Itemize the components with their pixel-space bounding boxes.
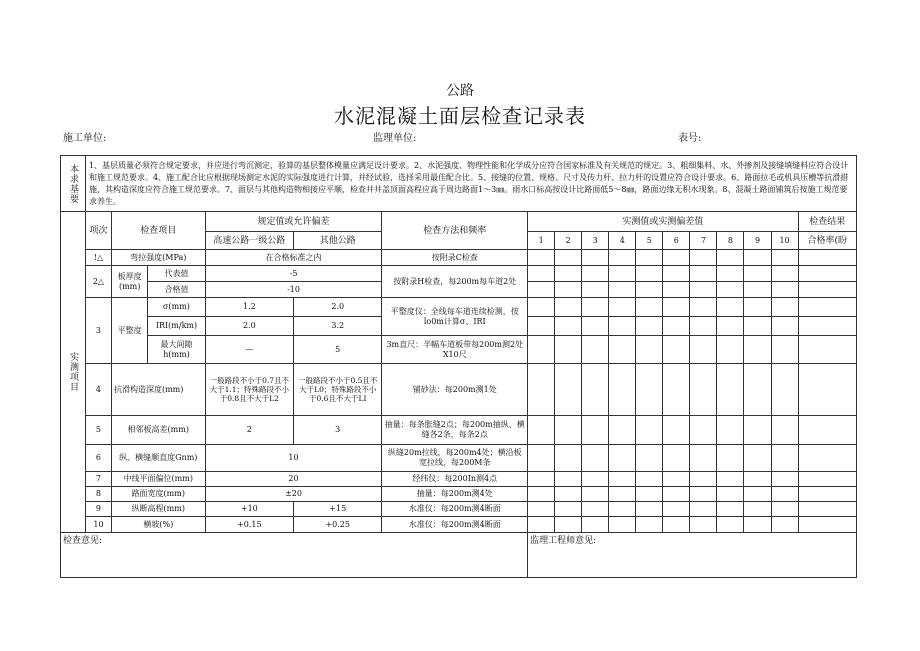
result-cell[interactable] [798, 336, 856, 364]
col-spec-hw-header: 高速公路一级公路 [205, 232, 293, 250]
value-cell[interactable] [555, 445, 582, 472]
value-cell[interactable] [690, 502, 717, 517]
table-row [61, 445, 857, 472]
row-spec-hw: +0.15 [205, 517, 293, 533]
row-item: 中线平面偏位(mm) [111, 472, 205, 487]
row-no: 5 [85, 416, 111, 445]
table-row [61, 517, 857, 533]
num-2: 2 [555, 232, 582, 250]
row-spec: -5 [205, 266, 382, 282]
value-cell[interactable] [690, 487, 717, 502]
row-no: 7 [85, 472, 111, 487]
value-cell[interactable] [663, 250, 690, 266]
value-cell[interactable] [636, 364, 663, 416]
value-cell[interactable] [609, 364, 636, 416]
value-cell[interactable] [636, 317, 663, 336]
result-cell[interactable] [798, 364, 856, 416]
value-cell[interactable] [582, 317, 609, 336]
row-no: !△ [85, 250, 111, 266]
value-cell[interactable] [690, 298, 717, 317]
value-cell[interactable] [744, 317, 771, 336]
result-cell[interactable] [798, 445, 856, 472]
result-cell[interactable] [798, 517, 856, 533]
row-spec-other: 3.2 [294, 317, 382, 336]
result-cell[interactable] [798, 250, 856, 266]
value-cell[interactable] [528, 416, 555, 445]
value-cell[interactable] [528, 472, 555, 487]
num-7: 7 [690, 232, 717, 250]
value-cell[interactable] [717, 472, 744, 487]
result-cell[interactable] [798, 298, 856, 317]
value-cell[interactable] [609, 317, 636, 336]
row-item: 路面宽度(mm) [111, 487, 205, 502]
num-3: 3 [582, 232, 609, 250]
row-method: 铺砂法：每200m测1处 [382, 364, 528, 416]
footer-row [61, 533, 857, 578]
value-cell[interactable] [636, 487, 663, 502]
row-no: 2△ [85, 266, 111, 298]
value-cell[interactable] [582, 517, 609, 533]
check-opinion-field[interactable]: 检查意见: [61, 533, 528, 578]
value-cell[interactable] [690, 317, 717, 336]
value-cell[interactable] [663, 364, 690, 416]
value-cell[interactable] [528, 517, 555, 533]
row-spec: -10 [205, 282, 382, 298]
row-spec-other: 5 [294, 336, 382, 364]
value-cell[interactable] [582, 266, 609, 282]
row-spec-other: +15 [294, 502, 382, 517]
value-cell[interactable] [717, 317, 744, 336]
value-cell[interactable] [636, 250, 663, 266]
result-cell[interactable] [798, 502, 856, 517]
row-item: 横坡(%) [111, 517, 205, 533]
value-cell[interactable] [636, 517, 663, 533]
value-cell[interactable] [771, 445, 798, 472]
value-cell[interactable] [663, 416, 690, 445]
value-cell[interactable] [528, 445, 555, 472]
value-cell[interactable] [690, 517, 717, 533]
num-8: 8 [717, 232, 744, 250]
value-cell[interactable] [609, 445, 636, 472]
result-cell[interactable] [798, 266, 856, 282]
row-no: 3 [85, 298, 111, 364]
table-row [61, 487, 857, 502]
row-method: 经纬仪：每200In测4点 [382, 472, 528, 487]
table-row [61, 336, 857, 364]
value-cell[interactable] [582, 416, 609, 445]
value-cell[interactable] [690, 250, 717, 266]
value-cell[interactable] [717, 487, 744, 502]
value-cell[interactable] [771, 364, 798, 416]
value-cell[interactable] [582, 502, 609, 517]
row-sub-item: 代表值 [148, 266, 205, 282]
value-cell[interactable] [663, 445, 690, 472]
value-cell[interactable] [663, 266, 690, 282]
row-no: 8 [85, 487, 111, 502]
row-method: 平整度仪：全线每车道连续检测，按lo0m计算σ、IRI [382, 298, 528, 336]
value-cell[interactable] [582, 472, 609, 487]
value-cell[interactable] [528, 336, 555, 364]
value-cell[interactable] [771, 266, 798, 282]
row-spec-other: +0.25 [294, 517, 382, 533]
supervisor-opinion-field[interactable]: 监理工程师意见: [528, 533, 857, 578]
page-title: 水泥混凝土面层检查记录表 [334, 104, 586, 128]
row-spec-hw: 2 [205, 416, 293, 445]
num-1: 1 [528, 232, 555, 250]
value-cell[interactable] [582, 487, 609, 502]
row-item: 纵断高程(mm) [111, 502, 205, 517]
value-cell[interactable] [636, 298, 663, 317]
value-cell[interactable] [636, 445, 663, 472]
value-cell[interactable] [582, 336, 609, 364]
row-item: 板厚度(mm) [111, 266, 147, 298]
row-no: 6 [85, 445, 111, 472]
header-row-1 [61, 212, 857, 232]
row-item: 纵、横缝顺直度Gnm) [111, 445, 205, 472]
value-cell[interactable] [555, 266, 582, 282]
value-cell[interactable] [744, 517, 771, 533]
value-cell[interactable] [528, 502, 555, 517]
row-sub-item: 合格值 [148, 282, 205, 298]
value-cell[interactable] [744, 416, 771, 445]
value-cell[interactable] [717, 445, 744, 472]
value-cell[interactable] [744, 445, 771, 472]
value-cell[interactable] [528, 487, 555, 502]
row-no: 9 [85, 502, 111, 517]
value-cell[interactable] [609, 487, 636, 502]
value-cell[interactable] [690, 364, 717, 416]
row-spec-hw: — [205, 336, 293, 364]
col-item-header: 检查项目 [111, 212, 205, 250]
table-row [61, 298, 857, 317]
value-cell[interactable] [690, 445, 717, 472]
row-item: 相邻板高差(mm) [111, 416, 205, 445]
value-cell[interactable] [771, 298, 798, 317]
value-cell[interactable] [744, 250, 771, 266]
value-cell[interactable] [582, 445, 609, 472]
result-cell[interactable] [798, 317, 856, 336]
value-cell[interactable] [771, 336, 798, 364]
value-cell[interactable] [744, 336, 771, 364]
num-6: 6 [663, 232, 690, 250]
col-no-header: 项次 [85, 212, 111, 250]
table-row [61, 502, 857, 517]
num-4: 4 [609, 232, 636, 250]
value-cell[interactable] [582, 282, 609, 298]
row-method: 纵缝20m拉线，每200m4处；横沿板宽拉线，每200M条 [382, 445, 528, 472]
row-spec: 20 [205, 472, 382, 487]
basic-requirements-label: 本求基要 [61, 156, 86, 212]
col-rate-header: 合格率(盼 [798, 232, 856, 250]
value-cell[interactable] [555, 250, 582, 266]
value-cell[interactable] [744, 487, 771, 502]
value-cell[interactable] [528, 282, 555, 298]
value-cell[interactable] [771, 282, 798, 298]
value-cell[interactable] [636, 266, 663, 282]
value-cell[interactable] [663, 472, 690, 487]
value-cell[interactable] [609, 266, 636, 282]
value-cell[interactable] [555, 517, 582, 533]
col-spec-other-header: 其他公路 [294, 232, 382, 250]
value-cell[interactable] [717, 502, 744, 517]
col-result-header: 检查结果 [798, 212, 856, 232]
value-cell[interactable] [663, 317, 690, 336]
row-spec-other: 2.0 [294, 298, 382, 317]
row-sub-item: IRI(m/km) [148, 317, 205, 336]
table-row [61, 266, 857, 282]
measured-items-label: 实测项目 [61, 212, 86, 533]
row-sub-item: σ(mm) [148, 298, 205, 317]
table-row [61, 250, 857, 266]
value-cell[interactable] [528, 364, 555, 416]
value-cell[interactable] [609, 282, 636, 298]
row-method: 水准仪：每200m测4断面 [382, 502, 528, 517]
value-cell[interactable] [744, 502, 771, 517]
value-cell[interactable] [744, 266, 771, 282]
value-cell[interactable] [555, 487, 582, 502]
value-cell[interactable] [717, 336, 744, 364]
value-cell[interactable] [663, 298, 690, 317]
value-cell[interactable] [717, 250, 744, 266]
value-cell[interactable] [717, 298, 744, 317]
row-spec-other: 一般路段不小于0.5且不大于L0；特殊路段不小于0.6且不大于LI [294, 364, 382, 416]
value-cell[interactable] [609, 517, 636, 533]
value-cell[interactable] [555, 282, 582, 298]
value-cell[interactable] [690, 472, 717, 487]
value-cell[interactable] [771, 487, 798, 502]
row-method: 按附录C检查 [382, 250, 528, 266]
value-cell[interactable] [636, 282, 663, 298]
value-cell[interactable] [528, 266, 555, 282]
value-cell[interactable] [636, 472, 663, 487]
row-method: 水准仪：每200m测4断面 [382, 517, 528, 533]
num-10: 10 [771, 232, 798, 250]
col-method-header: 检查方法和频率 [382, 212, 528, 250]
value-cell[interactable] [744, 282, 771, 298]
table-row [61, 472, 857, 487]
value-cell[interactable] [609, 502, 636, 517]
value-cell[interactable] [555, 317, 582, 336]
value-cell[interactable] [771, 317, 798, 336]
value-cell[interactable] [609, 298, 636, 317]
value-cell[interactable] [636, 502, 663, 517]
result-cell[interactable] [798, 282, 856, 298]
value-cell[interactable] [771, 472, 798, 487]
value-cell[interactable] [582, 250, 609, 266]
row-spec: 10 [205, 445, 382, 472]
value-cell[interactable] [528, 298, 555, 317]
value-cell[interactable] [555, 364, 582, 416]
value-cell[interactable] [555, 298, 582, 317]
value-cell[interactable] [663, 517, 690, 533]
value-cell[interactable] [555, 416, 582, 445]
value-cell[interactable] [690, 282, 717, 298]
row-method: 按附录H检查，每200m每车道2处 [382, 266, 528, 298]
value-cell[interactable] [636, 336, 663, 364]
value-cell[interactable] [609, 416, 636, 445]
row-spec-hw: +10 [205, 502, 293, 517]
value-cell[interactable] [717, 282, 744, 298]
supervision-unit-label: 监理单位: [373, 133, 417, 144]
row-spec-hw: 1.2 [205, 298, 293, 317]
value-cell[interactable] [582, 364, 609, 416]
result-cell[interactable] [798, 487, 856, 502]
row-sub-item: 最大间隙h(mm) [148, 336, 205, 364]
value-cell[interactable] [582, 298, 609, 317]
row-spec-hw: 一般路段不小于0.7且不大于1.1；特殊路段不小于0.8且不大于L2 [205, 364, 293, 416]
value-cell[interactable] [690, 266, 717, 282]
inspection-table [60, 155, 857, 578]
row-method: 抽量：每200m测4处 [382, 487, 528, 502]
basic-requirements-row [61, 156, 857, 212]
value-cell[interactable] [528, 250, 555, 266]
row-no: 4 [85, 364, 111, 416]
value-cell[interactable] [771, 416, 798, 445]
col-actual-header: 实测值或实测偏差值 [528, 212, 798, 232]
table-row [61, 416, 857, 445]
value-cell[interactable] [771, 517, 798, 533]
result-cell[interactable] [798, 472, 856, 487]
result-cell[interactable] [798, 416, 856, 445]
value-cell[interactable] [636, 416, 663, 445]
value-cell[interactable] [771, 502, 798, 517]
value-cell[interactable] [555, 336, 582, 364]
value-cell[interactable] [717, 266, 744, 282]
row-item: 弯拉强度(MPa) [111, 250, 205, 266]
value-cell[interactable] [717, 517, 744, 533]
row-spec-other: 3 [294, 416, 382, 445]
value-cell[interactable] [555, 502, 582, 517]
value-cell[interactable] [609, 472, 636, 487]
num-5: 5 [636, 232, 663, 250]
value-cell[interactable] [690, 416, 717, 445]
supertitle: 公路 [446, 83, 474, 99]
row-spec-hw: 2.0 [205, 317, 293, 336]
value-cell[interactable] [663, 487, 690, 502]
value-cell[interactable] [744, 472, 771, 487]
form-no-label: 表号: [678, 133, 702, 144]
value-cell[interactable] [744, 364, 771, 416]
value-cell[interactable] [744, 298, 771, 317]
row-no: 10 [85, 517, 111, 533]
basic-requirements-text: 1、基层质量必须符合规定要求，并应进行弯沉测定，验算的基层整体模量应满足设计要求。2、水泥强度、物理性能和化学成分应符合国家标准及有关规范的规定。3、粗细集料、水、外掺剂及接缝填缝料应符合设计和施工规范要求。4、施工配合比应根据现场测定水泥的实际强度进行计算，并经试验，选择采用最佳配合比。5、接缝的位置、规格、尺寸及传力杆、拉力杆的设置应符合设计要求。6、路面拉毛或机具压槽等抗滑措施，其构造深度应符合施工规范要求。7、面层与其他构造物相接应平顺，检查井井盖顶面高程应高于周边路面1～3㎜。雨水口标高按设计比路面低5～8㎜，路面边缘无积水现象。8、混凝土路面铺筑后按施工规范要求养生。 [85, 156, 856, 212]
row-spec: 在合格标准之内 [205, 250, 382, 266]
value-cell[interactable] [771, 250, 798, 266]
row-item: 平整度 [111, 298, 147, 364]
value-cell[interactable] [609, 250, 636, 266]
table-row [61, 364, 857, 416]
row-spec: ±20 [205, 487, 382, 502]
value-cell[interactable] [690, 336, 717, 364]
col-spec-header: 规定值或允许偏差 [205, 212, 382, 232]
value-cell[interactable] [555, 472, 582, 487]
construction-unit-label: 施工单位: [63, 133, 107, 144]
value-cell[interactable] [663, 282, 690, 298]
row-method: 抽量：每条胀缝2点；每200m抽纵、横缝各2条，每条2点 [382, 416, 528, 445]
row-method: 3m直尺：半幅车道板带每200m测2处X10尺 [382, 336, 528, 364]
value-cell[interactable] [717, 364, 744, 416]
value-cell[interactable] [717, 416, 744, 445]
value-cell[interactable] [609, 336, 636, 364]
value-cell[interactable] [663, 502, 690, 517]
row-item: 抗滑构造深度(mm) [111, 364, 205, 416]
num-9: 9 [744, 232, 771, 250]
value-cell[interactable] [528, 317, 555, 336]
value-cell[interactable] [663, 336, 690, 364]
